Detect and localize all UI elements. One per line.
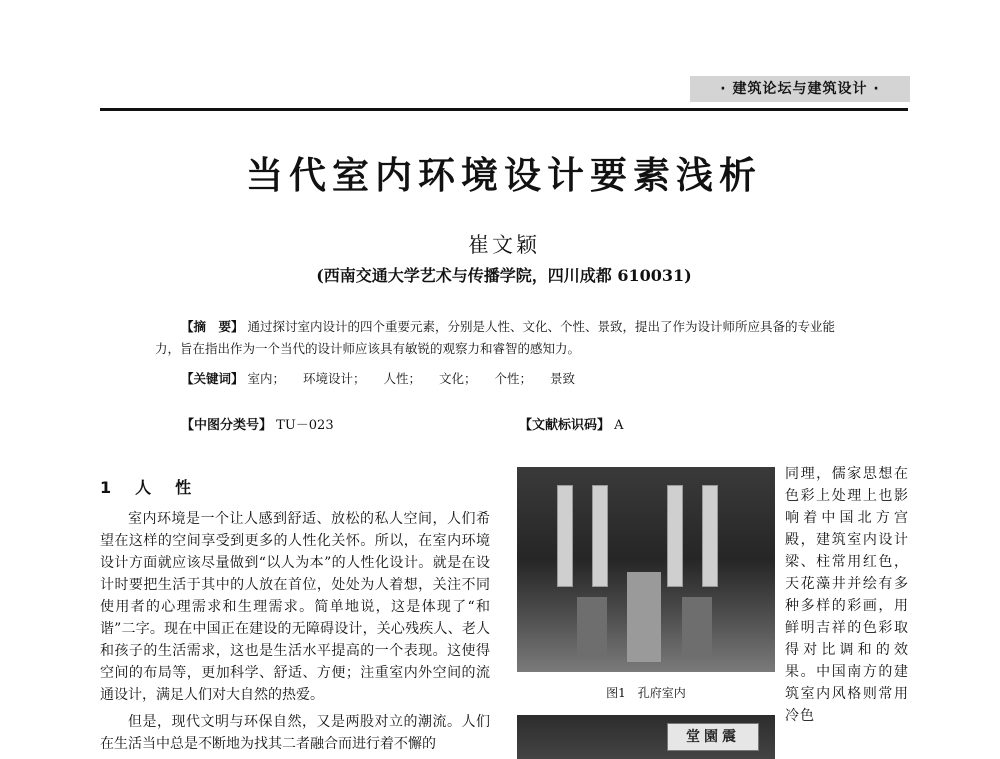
chair	[682, 597, 712, 657]
article-title: 当代室内环境设计要素浅析	[246, 153, 762, 197]
paragraph: 室内环境是一个让人感到舒适、放松的私人空间，人们希望在这样的空间享受到更多的人性化关怀。所以，在室内环境设计方面就应该尽量做到“以人为本”的人性化设计。就是在设计时要把生活于其中的人放在首位，处处为人着想，关注不同使用者的心理需求和生理需求。简单地说，这是体现了“和谐”二字。现在中国正在建设的无障碍设计，关心残疾人、老人和孩子的生活需求，这也是生活水平提高的一个表现。这使得空间的布局等，更加科学、舒适、方便；注重室内外空间的流通设计，满足人们对大自然的热爱。	[100, 511, 490, 703]
right-column: 同理，儒家思想在色彩上处理上也影响着中国北方宫殿，建筑室内设计梁、柱常用红色，天花藻井并绘有多种多样的彩画，用鲜明吉祥的色彩取得对比调和的效果。中国南方的建筑室内风格则常用冷色	[785, 466, 909, 724]
hanging-scroll	[557, 485, 573, 587]
keyword: 室内；	[247, 371, 286, 386]
header-rule	[100, 108, 908, 111]
clc-label: 【中图分类号】	[181, 418, 273, 433]
incense-burner	[627, 572, 661, 662]
keyword: 人性；	[383, 371, 422, 386]
figure2-plaque: 堂園震	[667, 723, 759, 751]
author-name: 崔文颖	[468, 233, 540, 257]
keyword: 景致	[550, 371, 576, 386]
hanging-scroll	[667, 485, 683, 587]
clc-number	[181, 416, 334, 436]
figure1-photo	[517, 467, 775, 672]
doc-label: 【文献标识码】	[519, 418, 611, 433]
paragraph: 但是，现代文明与环保自然，又是两股对立的潮流。人们在生活当中总是不断地为找其二者融合而进行着不懈的	[100, 714, 490, 752]
keywords	[181, 368, 861, 390]
section-heading: 1 人 性	[100, 478, 196, 497]
hanging-scroll	[702, 485, 718, 587]
doc-value: A	[614, 418, 624, 433]
abstract	[155, 316, 855, 360]
hanging-scroll	[592, 485, 608, 587]
figure2-photo	[517, 715, 775, 759]
left-column	[100, 508, 490, 755]
figure1-caption: 图1 孔府室内	[606, 686, 686, 700]
clc-value: TU－023	[276, 418, 334, 433]
keyword: 环境设计；	[303, 371, 366, 386]
author-affiliation: (西南交通大学艺术与传播学院，四川成都 610031)	[316, 266, 692, 285]
section-tag: · 建筑论坛与建筑设计 ·	[690, 76, 910, 102]
abstract-text: 通过探讨室内设计的四个重要元素，分别是人性、文化、个性、景致，提出了作为设计师所应具备的专业能力，旨在指出作为一个当代的设计师应该具有敏锐的观察力和睿智的感知力。	[155, 319, 836, 356]
keyword: 个性；	[494, 371, 533, 386]
chair	[577, 597, 607, 657]
document-code	[519, 416, 624, 436]
keyword: 文化；	[439, 371, 477, 386]
abstract-label: 【摘 要】	[181, 319, 244, 334]
keywords-label: 【关键词】	[181, 371, 244, 386]
